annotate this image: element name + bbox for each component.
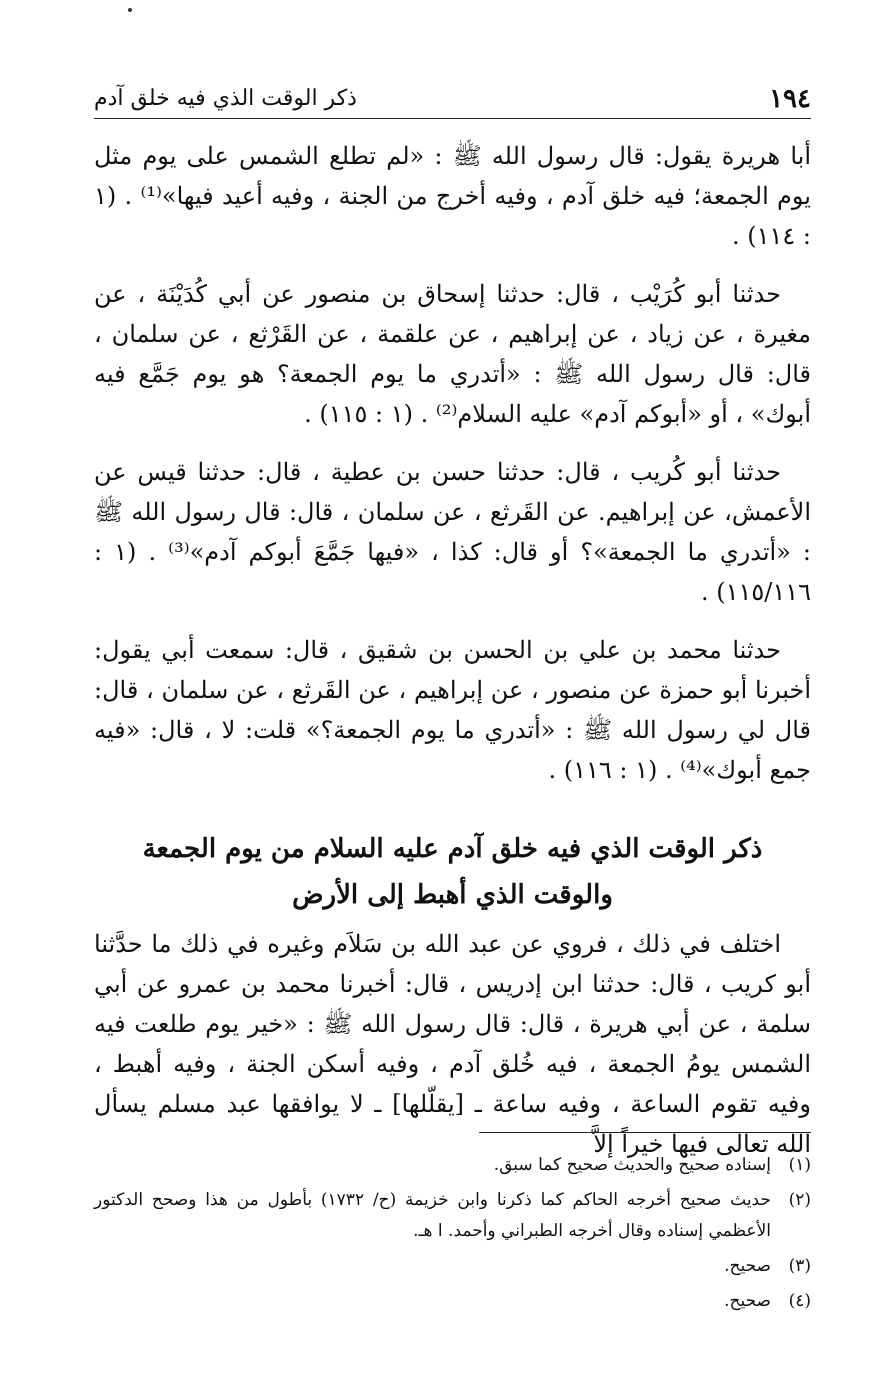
footnote-text: صحيح. (724, 1291, 771, 1311)
footnote-text: حديث صحيح أخرجه الحاكم كما ذكرنا وابن خزيمة (ح/ ١٧٣٢) بأطول من هذا وصحح الدكتور الأعظمي إسناده وقال أخرجه الطبراني وأحمد. ا هـ. (94, 1190, 771, 1241)
footnote-text: إسناده صحيح والحديث صحيح كما سبق. (493, 1155, 771, 1175)
section-heading (94, 826, 811, 918)
running-title: ذكر الوقت الذي فيه خلق آدم (94, 86, 357, 111)
paragraph-2: حدثنا أبو كُرَيْب ، قال: حدثنا إسحاق بن منصور عن أبي كُدَيْنَة ، عن مغيرة ، عن زياد ، عن إبراهيم ، عن علقمة ، عن القَرْثع ، عن سلمان ، قال: قال رسول الله ﷺ : «أتدري ما يوم الجمعة؟ هو يوم جَمَّع فيه أبوك» ، أو «أبوكم آدم» عليه السلام⁽²⁾ . (١ : ١١٥) . (94, 280, 811, 428)
section-heading-line-2: والوقت الذي أهبط إلى الأرض (292, 880, 613, 910)
footnote-number: (١) (788, 1155, 811, 1175)
footnotes (94, 1150, 811, 1321)
paragraph-1: أبا هريرة يقول: قال رسول الله ﷺ : «لم تطلع الشمس على يوم مثل يوم الجمعة؛ فيه خلق آدم ، وفيه أخرج من الجنة ، وفيه أعيد فيها»⁽¹⁾ . (١ : ١١٤) . (94, 142, 811, 250)
footnote-number: (٢) (788, 1190, 811, 1210)
footnote-number: (٤) (788, 1291, 811, 1311)
page-header (94, 84, 811, 119)
footnote-item (94, 1286, 811, 1317)
section-paragraph: اختلف في ذلك ، فروي عن عبد الله بن سَلاَم وغيره في ذلك ما حدَّثنا أبو كريب ، قال: حدثنا ابن إدريس ، قال: أخبرنا محمد بن عمرو عن أبي سلمة ، عن أبي هريرة ، قال: قال رسول الله ﷺ : «خير يوم طلعت فيه الشمس يومُ الجمعة ، فيه خُلق آدم ، وفيه أسكن الجنة ، وفيه أهبط ، وفيه تقوم الساعة ، وفيه ساعة ـ [يقلّلها] ـ لا يوافقها عبد مسلم يسأل الله تعالى فيها خيراً إلاَّ (94, 930, 811, 1158)
page-number: ١٩٤ (769, 84, 811, 114)
footnote-divider (479, 1132, 811, 1133)
paragraph-3: حدثنا أبو كُريب ، قال: حدثنا حسن بن عطية ، قال: حدثنا قيس عن الأعمش، عن إبراهيم. عن القَرثع ، عن سلمان ، قال: قال رسول الله ﷺ : «أتدري ما الجمعة»؟ أو قال: كذا ، «فيها جَمَّعَ أبوكم آدم»⁽³⁾ . (١ : ١١٥/١١٦) . (94, 458, 812, 606)
footnote-text: صحيح. (724, 1256, 771, 1276)
paragraph-4: حدثنا محمد بن علي بن الحسن بن شقيق ، قال: سمعت أبي يقول: أخبرنا أبو حمزة عن منصور ، عن إبراهيم ، عن القَرثع ، عن سلمان ، قال: قال لي رسول الله ﷺ : «أتدري ما يوم الجمعة؟» قلت: لا ، قال: «فيه جمع أبوك»⁽⁴⁾ . (١ : ١١٦) . (94, 636, 811, 784)
footnote-item (94, 1251, 811, 1282)
footnote-number: (٣) (788, 1256, 811, 1276)
main-text (94, 136, 811, 1182)
ink-speck (128, 8, 132, 12)
footnote-item (94, 1150, 811, 1181)
footnote-item (94, 1185, 811, 1247)
section-heading-line-1: ذكر الوقت الذي فيه خلق آدم عليه السلام من يوم الجمعة (142, 834, 763, 864)
